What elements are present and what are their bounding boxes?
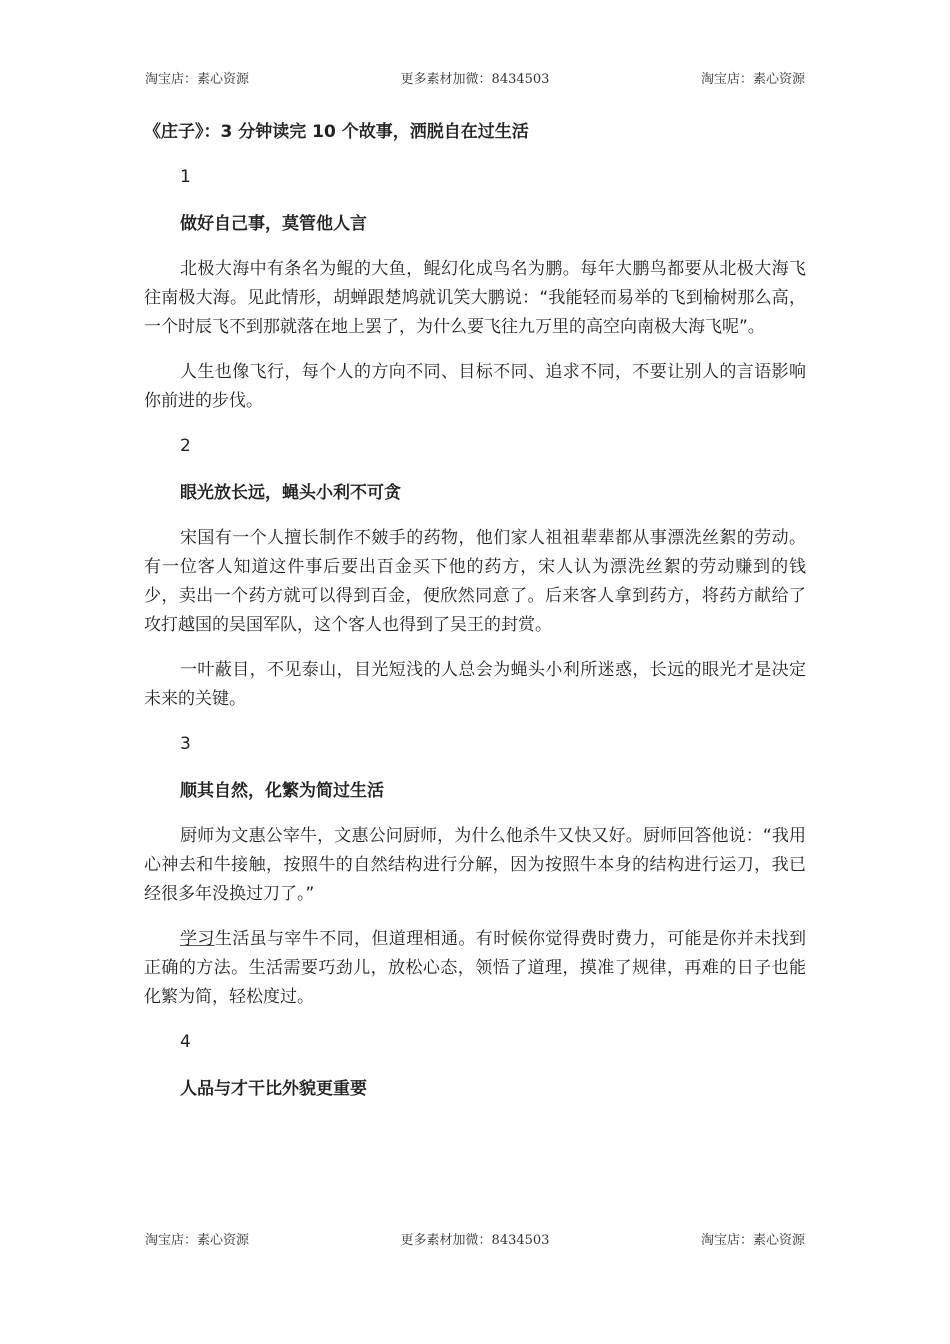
paragraph: 宋国有一个人擅长制作不皴手的药物，他们家人祖祖辈辈都从事漂洗丝絮的劳动。有一位客人知道这件事后要出百金买下他的药方，宋人认为漂洗丝絮的劳动赚到的钱少，卖出一个药方就可以得到百金，便欣然同意了。后来客人拿到药方，将药方献给了攻打越国的吴国军队，这个客人也得到了吴王的封赏。	[144, 528, 806, 635]
section-number: 4	[180, 1032, 191, 1052]
section-heading: 人品与才干比外貌更重要	[180, 1079, 367, 1099]
header-left-text: 淘宝店：素心资源	[145, 72, 250, 87]
footer-center-text: 更多素材加微：8434503	[400, 1233, 550, 1248]
section-heading: 做好自己事，莫管他人言	[180, 214, 367, 234]
paragraph: 北极大海中有条名为鲲的大鱼，鲲幻化成鸟名为鹏。每年大鹏鸟都要从北极大海飞往南极大海。见此情形，胡蝉跟楚鸠就讥笑大鹏说：“我能轻而易举的飞到榆树那么高，一个时辰飞不到那就落在地上罢了，为什么要飞往九万里的高空向南极大海飞呢”。	[144, 259, 806, 337]
document-body	[144, 118, 806, 1120]
paragraph: 一叶蔽目，不见泰山，目光短浅的人总会为蝇头小利所迷惑，长远的眼光才是决定未来的关键。	[144, 660, 806, 709]
header-center-text: 更多素材加微：8434503	[400, 72, 550, 87]
section-number: 1	[180, 167, 191, 187]
page-header	[0, 68, 950, 88]
section-2	[144, 432, 806, 714]
section-number: 3	[180, 734, 191, 754]
paragraph	[144, 925, 806, 1012]
underlined-word: 学习	[180, 929, 215, 949]
paragraph: 厨师为文惠公宰牛，文惠公问厨师，为什么他杀牛又快又好。厨师回答他说：“我用心神去和牛接触，按照牛的自然结构进行分解，因为按照牛本身的结构进行运刀，我已经很多年没换过刀了。”	[144, 826, 806, 904]
header-right-text: 淘宝店：素心资源	[700, 72, 805, 87]
footer-right-text: 淘宝店：素心资源	[700, 1233, 805, 1248]
paragraph: 人生也像飞行，每个人的方向不同、目标不同、追求不同，不要让别人的言语影响你前进的步伐。	[144, 362, 806, 411]
section-heading: 顺其自然，化繁为简过生活	[180, 781, 384, 801]
section-number: 2	[180, 436, 191, 456]
section-3	[144, 730, 806, 1012]
section-1	[144, 163, 806, 416]
section-4	[144, 1028, 806, 1104]
footer-left-text: 淘宝店：素心资源	[145, 1233, 250, 1248]
section-heading: 眼光放长远，蝇头小利不可贪	[180, 483, 401, 503]
page-footer	[0, 1229, 950, 1249]
paragraph-text: 生活虽与宰牛不同，但道理相通。有时候你觉得费时费力，可能是你并未找到正确的方法。生活需要巧劲儿，放松心态，领悟了道理，摸准了规律，再难的日子也能化繁为简，轻松度过。	[144, 929, 807, 1007]
document-title: 《庄子》：3 分钟读完 10 个故事，洒脱自在过生活	[144, 122, 529, 142]
